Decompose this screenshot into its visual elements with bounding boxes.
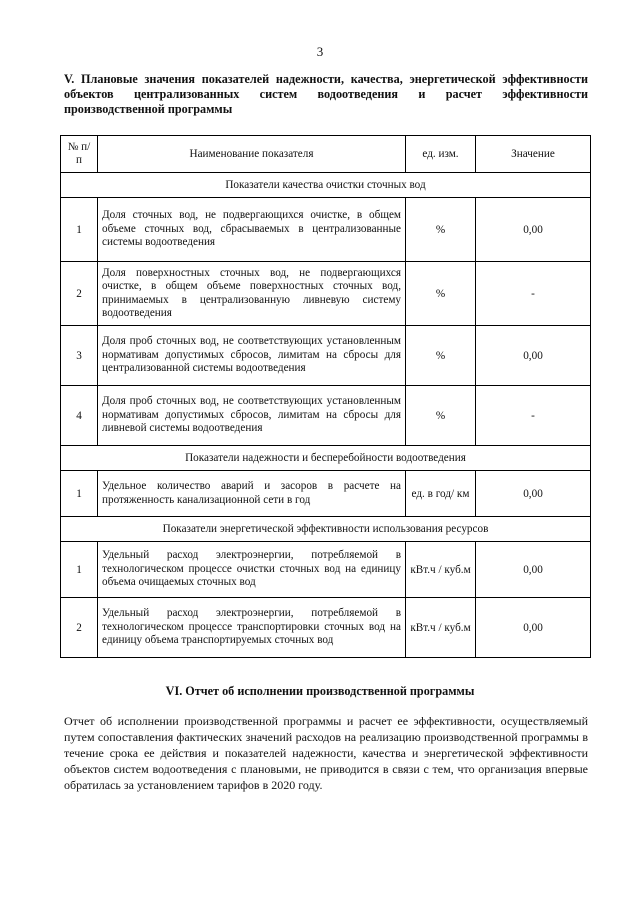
section-title: V. Плановые значения показателей надежности, качества, энергетической эффективности объектов централизованных систем водоотведения и расчет эффективности производственной программы: [64, 72, 588, 116]
header-name: Наименование показателя: [98, 136, 406, 173]
table-row: [61, 262, 591, 326]
group-title-reliability: Показатели надежности и бесперебойности водоотведения: [61, 446, 591, 471]
row-value: 0,00: [476, 198, 591, 262]
table-row: [61, 542, 591, 598]
row-unit: кВт.ч / куб.м: [406, 542, 476, 598]
row-num: 1: [61, 198, 98, 262]
row-unit: %: [406, 262, 476, 326]
row-value: 0,00: [476, 598, 591, 658]
group-row: [61, 446, 591, 471]
group-title-quality: Показатели качества очистки сточных вод: [61, 173, 591, 198]
section-title-report: VI. Отчет об исполнении производственной программы: [165, 684, 475, 698]
row-name: Доля проб сточных вод, не соответствующих установленным нормативам допустимых сбросов, лимитам на сбросы для ливневой системы водоотведения: [98, 386, 406, 446]
row-num: 1: [61, 471, 98, 517]
table-row: [61, 598, 591, 658]
row-name: Доля поверхностных сточных вод, не подвергающихся очистке, в общем объеме поверхностных сточных вод, принимаемых в централизованную ливневую систему водоотведения: [98, 262, 406, 326]
table-row: [61, 471, 591, 517]
table-row: [61, 326, 591, 386]
row-name: Удельное количество аварий и засоров в расчете на протяженность канализационной сети в год: [98, 471, 406, 517]
row-name: Удельный расход электроэнергии, потребляемой в технологическом процессе транспортировки сточных вод на единицу объема транспортируемых сточных вод: [98, 598, 406, 658]
group-title-energy: Показатели энергетической эффективности использования ресурсов: [61, 517, 591, 542]
group-row: [61, 173, 591, 198]
group-row: [61, 517, 591, 542]
header-unit: ед. изм.: [406, 136, 476, 173]
row-name: Доля сточных вод, не подвергающихся очистке, в общем объеме сточных вод, сбрасываемых в централизованные системы водоотведения: [98, 198, 406, 262]
row-num: 2: [61, 598, 98, 658]
table-row: [61, 386, 591, 446]
row-unit: %: [406, 326, 476, 386]
row-num: 3: [61, 326, 98, 386]
table-header-row: [61, 136, 591, 173]
header-value: Значение: [476, 136, 591, 173]
row-name: Доля проб сточных вод, не соответствующих установленным нормативам допустимых сбросов, лимитам на сбросы для централизованной системы водоотведения: [98, 326, 406, 386]
row-unit: %: [406, 198, 476, 262]
row-value: -: [476, 386, 591, 446]
row-name: Удельный расход электроэнергии, потребляемой в технологическом процессе очистки сточных вод на единицу объема очищаемых сточных вод: [98, 542, 406, 598]
row-unit: %: [406, 386, 476, 446]
report-paragraph: Отчет об исполнении производственной программы и расчет ее эффективности, осуществляемый путем сопоставления фактических значений расходов на реализацию производственной программы в течение срока ее действия и показателей надежности, качества и энергетической эффективности объектов систем водоотведения с плановыми, не приводится в связи с тем, что организация впервые обратилась за установлением тарифов в 2020 году.: [64, 714, 588, 792]
row-num: 4: [61, 386, 98, 446]
row-unit: кВт.ч / куб.м: [406, 598, 476, 658]
table-row: [61, 198, 591, 262]
indicators-table: [60, 135, 591, 658]
row-value: 0,00: [476, 471, 591, 517]
header-num: № п/п: [61, 136, 98, 173]
row-value: 0,00: [476, 542, 591, 598]
row-value: -: [476, 262, 591, 326]
row-unit: ед. в год/ км: [406, 471, 476, 517]
row-value: 0,00: [476, 326, 591, 386]
row-num: 1: [61, 542, 98, 598]
row-num: 2: [61, 262, 98, 326]
page-number: 3: [316, 44, 324, 59]
